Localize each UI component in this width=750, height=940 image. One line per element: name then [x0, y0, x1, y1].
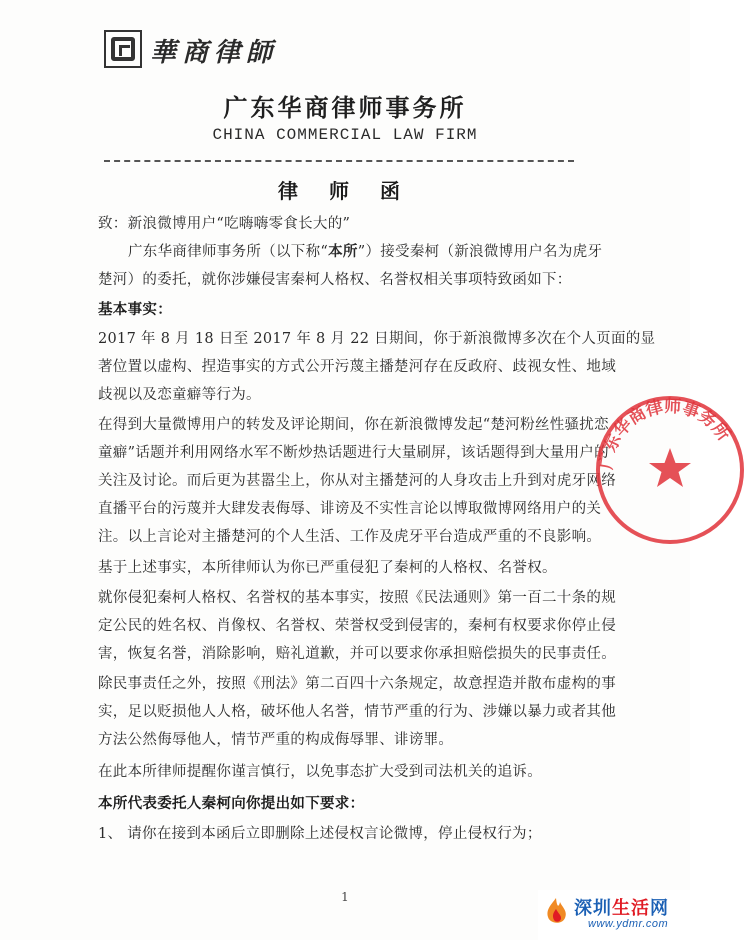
flame-logo-icon	[542, 896, 570, 926]
watermark-title-part1: 深圳	[574, 898, 612, 919]
civil-law-line-1: 就你侵犯秦柯人格权、名誉权的基本事实，按照《民法通则》第一百二十条的规	[98, 590, 616, 606]
demand-item-1: 1、 请你在接到本函后立即删除上述侵权言论微博，停止侵权行为；	[98, 826, 542, 842]
criminal-law-line-2: 实，足以贬损他人人格，破坏他人名誉，情节严重的行为、涉嫌以暴力或者其他	[98, 704, 616, 720]
logo-text: 華商律師	[150, 38, 279, 68]
watermark-title-part2: 生活	[612, 898, 650, 919]
facts-paragraph-2-line-1: 在得到大量微博用户的转发及评论期间，你在新浪微博发起“楚河粉丝性骚扰恋	[98, 417, 609, 433]
intro-line-1	[128, 240, 602, 261]
header-divider	[104, 160, 574, 162]
facts-paragraph-1-line-3: 歧视以及恋童癖等行为。	[98, 387, 261, 403]
watermark-title	[574, 894, 669, 920]
watermark-url: www.ydmr.com	[588, 918, 669, 930]
seal-text: 广东华商律师事务所	[596, 396, 734, 471]
page-number: 1	[341, 890, 349, 904]
firm-name-en: CHINA COMMERCIAL LAW FIRM	[212, 126, 478, 144]
intro-text-pre: 广东华商律师事务所（以下称“	[128, 244, 329, 260]
intro-text-emphasis: 本所	[328, 243, 358, 260]
criminal-law-line-3: 方法公然侮辱他人，情节严重的构成侮辱罪、诽谤罪。	[98, 732, 454, 748]
facts-heading: 基本事实：	[98, 301, 172, 318]
firm-name-cn: 广东华商律师事务所	[223, 93, 467, 122]
civil-law-line-3: 害，恢复名誉，消除影响，赔礼道歉，并可以要求你承担赔偿损失的民事责任。	[98, 646, 616, 662]
warning-line: 在此本所律师提醒你谨言慎行，以免事态扩大受到司法机关的追诉。	[98, 764, 542, 780]
recipient-line: 致：新浪微博用户“吃嗨嗨零食长大的”	[98, 216, 351, 232]
intro-text-post: ”）接受秦柯（新浪微博用户名为虎牙	[357, 244, 603, 260]
facts-paragraph-2-line-5: 注。以上言论对主播楚河的个人生活、工作及虎牙平台造成严重的不良影响。	[98, 529, 602, 545]
document-title: 律 师 函	[278, 179, 412, 203]
site-watermark	[538, 890, 690, 940]
civil-law-line-2: 定公民的姓名权、肖像权、名誉权、荣誉权受到侵害的，秦柯有权要求你停止侵	[98, 618, 616, 634]
intro-line-2: 楚河）的委托，就你涉嫌侵害秦柯人格权、名誉权相关事项特致函如下：	[98, 272, 572, 288]
criminal-law-line-1: 除民事责任之外，按照《刑法》第二百四十六条规定，故意捏造并散布虚构的事	[98, 676, 616, 692]
facts-paragraph-2-line-2: 童癖”话题并利用网络水军不断炒热话题进行大量刷屏，该话题得到大量用户的	[98, 445, 609, 461]
seal-star-icon	[649, 448, 691, 487]
firm-logo-icon	[104, 30, 142, 68]
demands-heading: 本所代表委托人秦柯向你提出如下要求：	[98, 795, 365, 812]
conclusion-line: 基于上述事实，本所律师认为你已严重侵犯了秦柯的人格权、名誉权。	[98, 560, 557, 576]
facts-paragraph-2-line-4: 直播平台的污蔑并大肆发表侮辱、诽谤及不实性言论以博取微博网络用户的关	[98, 501, 602, 517]
facts-paragraph-2-line-3: 关注及讨论。而后更为甚嚣尘上，你从对主播楚河的人身攻击上升到对虎牙网络	[98, 473, 616, 489]
watermark-title-part3: 网	[650, 898, 669, 919]
facts-paragraph-1-line-1: 2017 年 8 月 18 日至 2017 年 8 月 22 日期间，你于新浪微博多次在个人页面的显	[98, 331, 656, 347]
facts-paragraph-1-line-2: 著位置以虚构、捏造事实的方式公开污蔑主播楚河存在反政府、歧视女性、地域	[98, 359, 616, 375]
